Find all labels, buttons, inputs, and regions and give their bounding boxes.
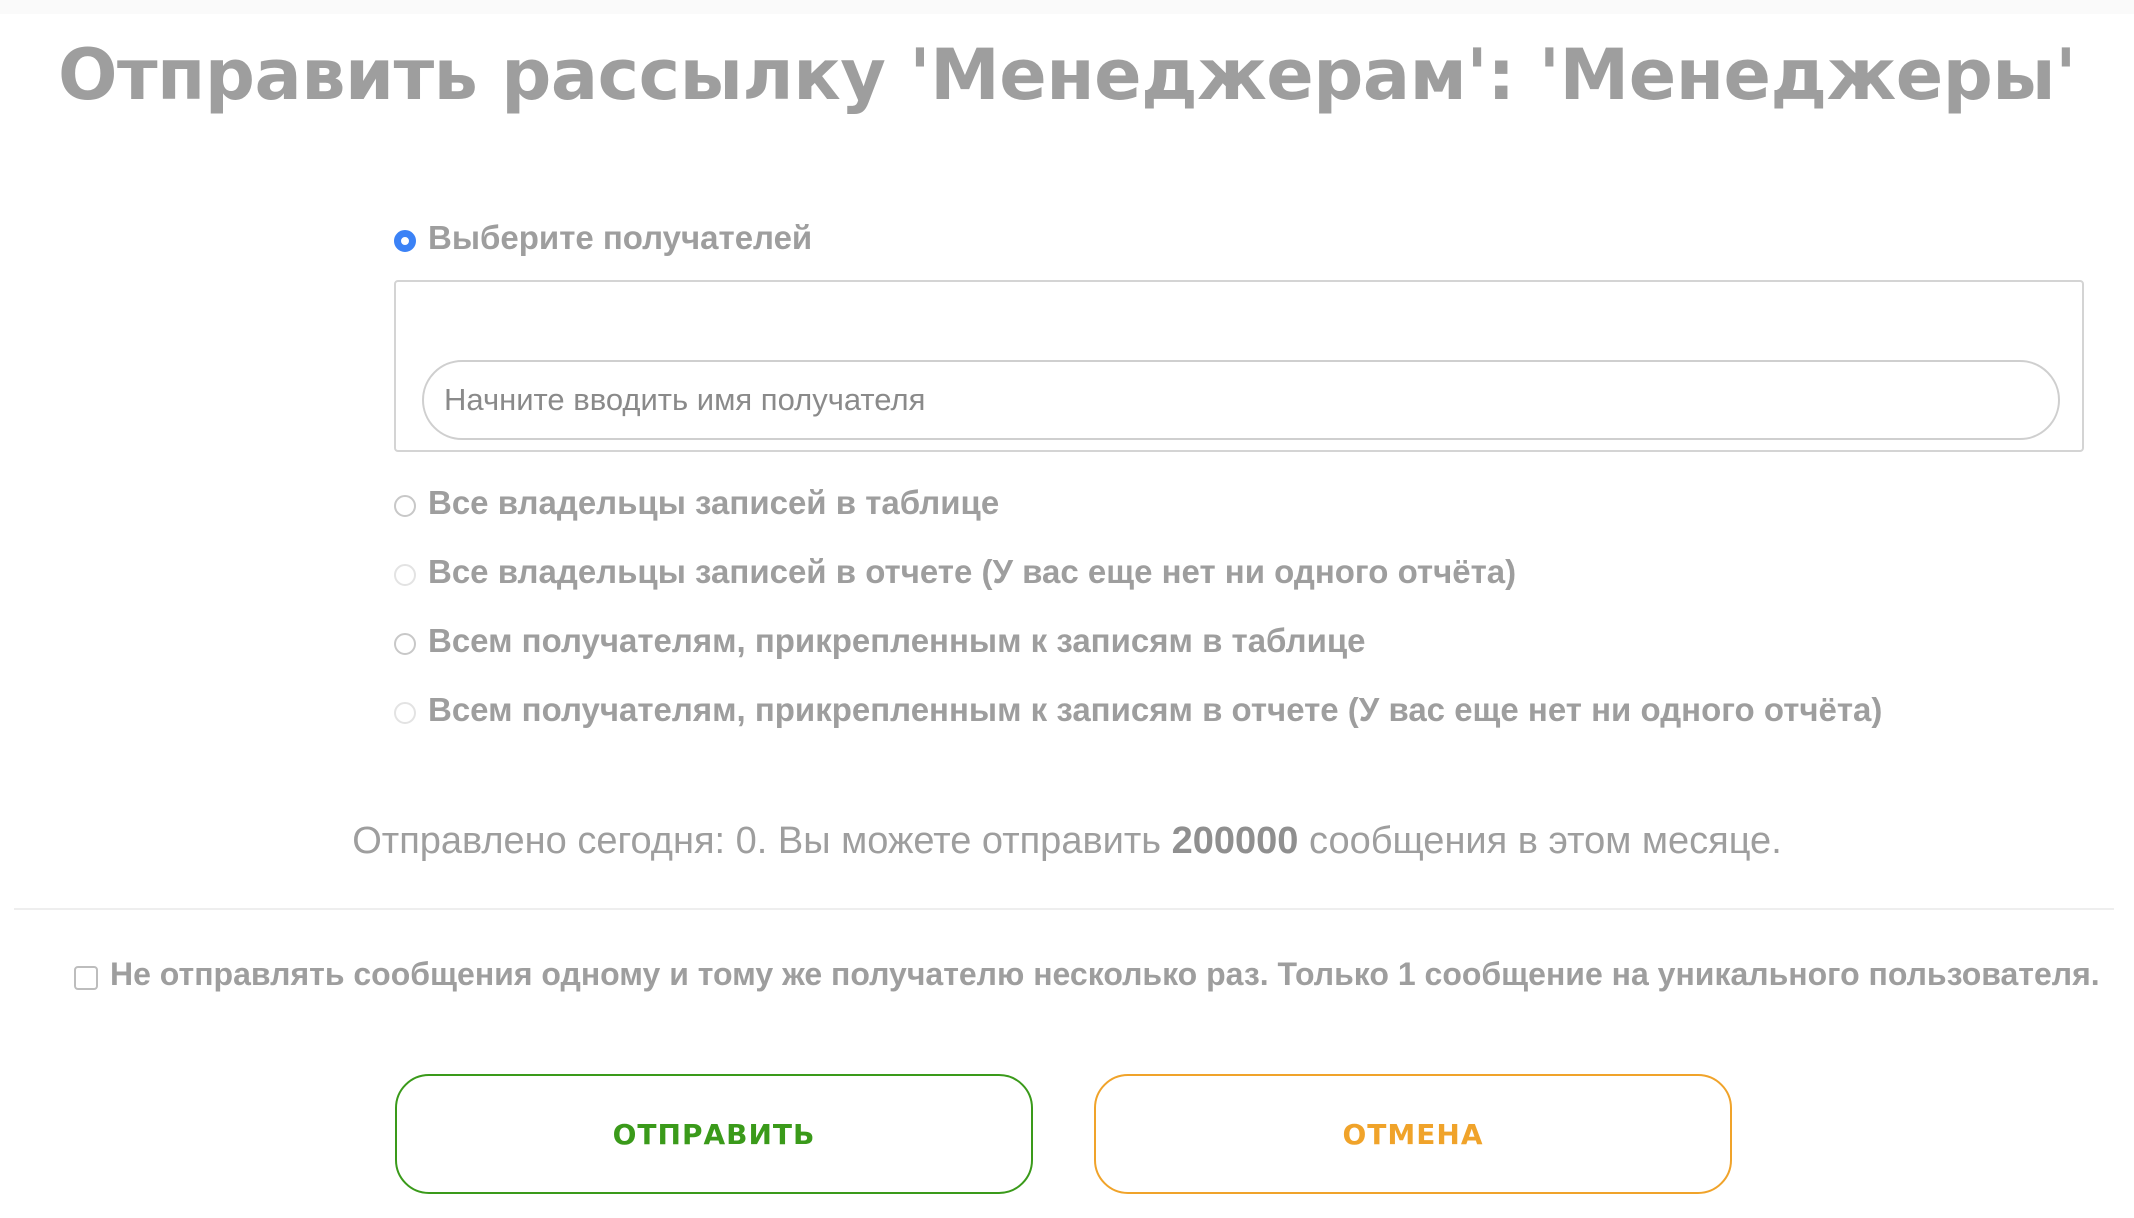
cancel-button[interactable]: ОТМЕНА (1094, 1074, 1732, 1194)
radio-table-owners-indicator[interactable] (394, 495, 416, 517)
radio-report-attached-recipients (394, 675, 1882, 744)
sent-info-prefix: Отправлено сегодня: 0. Вы можете отправить (352, 820, 1172, 862)
radio-table-attached-recipients[interactable] (394, 606, 1882, 675)
radio-select-recipients-indicator[interactable] (394, 230, 416, 252)
sent-info-limit: 200000 (1171, 820, 1299, 862)
unique-recipient-option[interactable] (74, 956, 2100, 993)
radio-table-attached-recipients-label: Всем получателям, прикрепленным к записям в таблице (428, 621, 1366, 659)
radio-table-owners[interactable] (394, 468, 1882, 537)
radio-table-attached-recipients-indicator[interactable] (394, 633, 416, 655)
radio-select-recipients[interactable] (394, 210, 2094, 266)
unique-recipient-label: Не отправлять сообщения одному и тому же получателю несколько раз. Только 1 сообщение на уникального пользователя. (110, 956, 2100, 992)
recipient-options-list (394, 468, 1882, 744)
unique-recipient-checkbox[interactable] (74, 966, 98, 990)
divider (14, 908, 2114, 910)
radio-report-attached-recipients-indicator (394, 702, 416, 724)
sent-info (0, 820, 2134, 863)
recipient-select-option (394, 210, 2094, 266)
radio-select-recipients-label: Выберите получателей (428, 219, 813, 256)
radio-report-attached-recipients-label: Всем получателям, прикрепленным к записям в отчете (У вас еще нет ни одного отчёта) (428, 690, 1883, 728)
radio-report-owners-label: Все владельцы записей в отчете (У вас еще нет ни одного отчёта) (428, 552, 1517, 590)
radio-report-owners (394, 537, 1882, 606)
page-title: Отправить рассылку 'Менеджерам': 'Менеджеры' (57, 34, 2077, 116)
recipient-search-input[interactable] (422, 360, 2060, 440)
radio-table-owners-label: Все владельцы записей в таблице (428, 483, 1000, 521)
radio-report-owners-indicator (394, 564, 416, 586)
top-bar (0, 0, 2134, 14)
sent-info-suffix: сообщения в этом месяце. (1298, 820, 1782, 862)
send-button[interactable]: ОТПРАВИТЬ (395, 1074, 1033, 1194)
recipients-box (394, 280, 2084, 452)
